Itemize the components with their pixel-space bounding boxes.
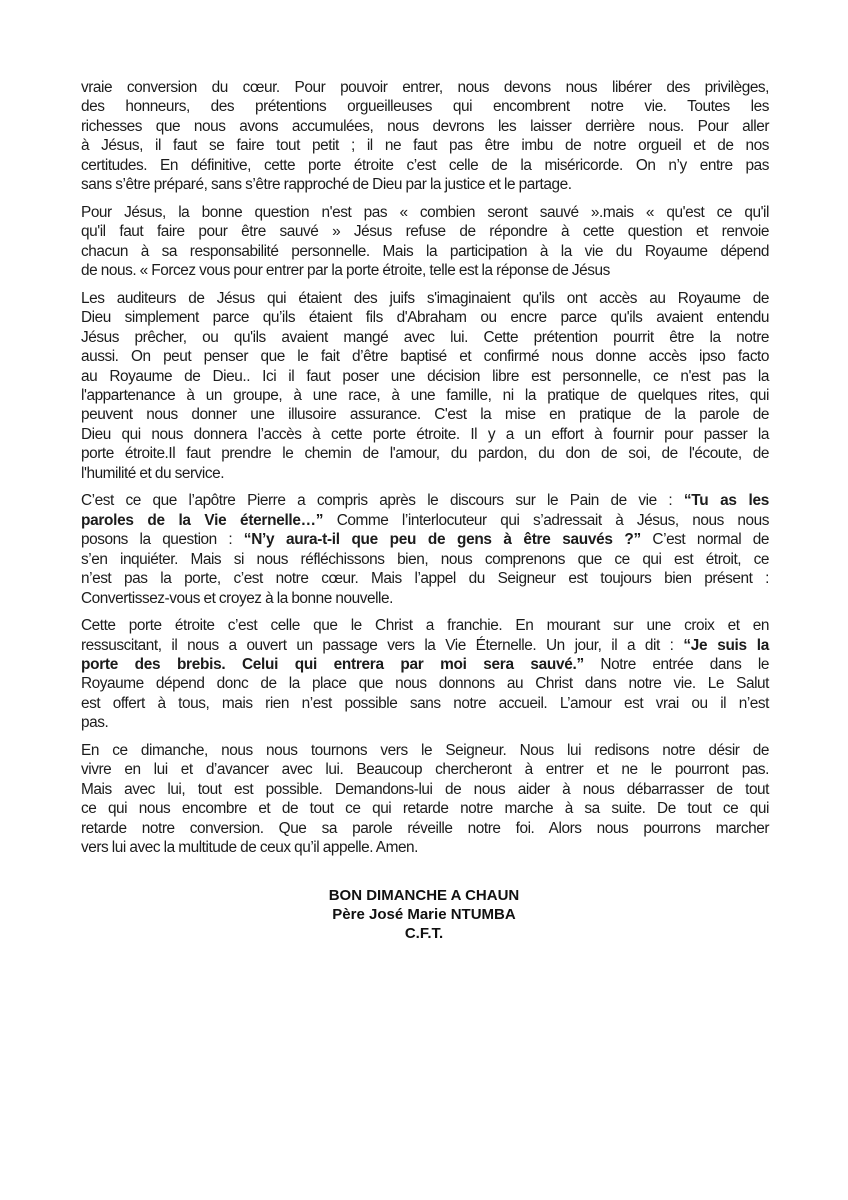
text-segment: Jésus prêcher, ou qu'ils avaient mangé avec lui. Cette prétention pourrit être la notre	[81, 328, 769, 346]
text-segment: Les auditeurs de Jésus qui étaient des juifs s'imaginaient qu'ils ont accès au Royaume de	[81, 289, 769, 307]
text-segment: porte étroite.Il faut prendre le chemin de l'amour, du pardon, du don de soi, de l'écoute, de	[81, 445, 769, 463]
closing-greeting: BON DIMANCHE A CHAUN	[328, 887, 520, 904]
text-line	[81, 530, 769, 549]
author-organization: C.F.T.	[404, 925, 444, 942]
text-line	[81, 799, 769, 818]
text-segment: l'humilité et du service.	[81, 464, 225, 482]
text-line	[81, 713, 769, 732]
text-line	[81, 636, 769, 655]
text-line	[81, 405, 769, 424]
text-segment: Notre entrée dans le	[583, 656, 769, 673]
text-line	[81, 347, 769, 366]
text-segment: chacun à sa responsabilité personnelle. Mais la participation à la vie du Royaume dépend	[81, 242, 769, 260]
text-segment: Convertissez-vous et croyez à la bonne nouvelle.	[81, 589, 393, 607]
text-segment: ce qui nous encombre et de tout ce qui retarde notre marche à sa suite. De tout ce qui	[81, 800, 769, 818]
text-segment: vers lui avec la multitude de ceux qu’il appelle. Amen.	[81, 839, 418, 857]
paragraph	[81, 616, 769, 733]
text-segment: des honneurs, des prétentions orgueilleuses qui encombrent notre vie. Toutes les	[81, 98, 769, 116]
text-line	[81, 261, 769, 280]
text-line	[81, 838, 769, 857]
text-segment: l'appartenance à un groupe, à une race, à une famille, ni la pratique de quelques rites, qui	[81, 386, 769, 404]
bold-quote: porte des brebis. Celui qui entrera par moi sera sauvé.”	[81, 656, 584, 673]
paragraph	[81, 203, 769, 281]
text-line	[81, 694, 769, 713]
paragraph	[81, 78, 769, 195]
text-segment: Pour Jésus, la bonne question n'est pas « combien seront sauvé ».mais « qu'est ce qu'il	[81, 203, 769, 221]
text-segment: Cette porte étroite c’est celle que le Christ a franchie. En mourant sur une croix et en	[81, 617, 769, 635]
paragraph	[81, 491, 769, 608]
text-segment: peuvent nous donner une illusoire assurance. C'est la mise en pratique de la parole de	[81, 406, 769, 424]
text-segment: Dieu qui nous donnera l’accès à cette porte étroite. Il y a un effort à fournir pour passer la	[81, 425, 769, 443]
text-line	[81, 780, 769, 799]
text-line	[81, 425, 769, 444]
text-segment: retarde notre conversion. Que sa parole réveille notre foi. Alors nous pourrons marcher	[81, 819, 769, 837]
text-segment: sans s’être préparé, sans s’être rapproché de Dieu par la justice et le partage.	[81, 176, 572, 194]
text-line	[81, 117, 769, 136]
bold-quote: “Je suis la	[683, 636, 769, 654]
text-segment: aussi. On peut penser que le fait d’être baptisé et confirmé nous donne accès ipso facto	[81, 348, 769, 366]
paragraph	[81, 289, 769, 483]
text-line	[81, 328, 769, 347]
bold-quote: paroles de la Vie éternelle…”	[81, 511, 324, 529]
text-line	[81, 616, 769, 635]
text-segment: ressuscitant, il nous a ouvert un passage vers la Vie Éternelle. Un jour, il a dit :	[81, 636, 684, 654]
text-segment: C’est normal de	[640, 531, 769, 549]
text-line	[81, 569, 769, 588]
text-line	[81, 674, 769, 693]
paragraph	[81, 741, 769, 858]
text-line	[81, 222, 769, 241]
text-line	[81, 156, 769, 175]
text-line	[81, 308, 769, 327]
text-line	[81, 464, 769, 483]
text-segment: est offert à tous, mais rien n’est possible sans notre accueil. L’amour est vrai ou il n’est	[81, 694, 769, 712]
text-line	[81, 655, 769, 674]
text-line	[81, 242, 769, 261]
text-segment: pas.	[81, 714, 109, 732]
text-line	[81, 136, 769, 155]
text-segment: à Jésus, il faut se faire tout petit ; il ne faut pas être imbu de notre orgueil et de nos	[81, 137, 769, 155]
text-segment: s’en inquiéter. Mais si nous réfléchissons bien, nous comprenons que ce qui est étroit, ce	[81, 550, 769, 568]
text-line	[81, 97, 769, 116]
text-segment: de nous. « Forcez vous pour entrer par la porte étroite, telle est la réponse de Jésus	[81, 262, 610, 280]
text-line	[81, 78, 769, 97]
text-line	[81, 289, 769, 308]
text-line	[81, 491, 769, 510]
text-segment: Royaume dépend donc de la place que nous donnons au Christ dans notre vie. Le Salut	[81, 675, 769, 693]
text-segment: posons la question :	[81, 531, 244, 549]
text-line	[81, 819, 769, 838]
text-line	[81, 511, 769, 530]
bold-quote: “N’y aura-t-il que peu de gens à être sauvés ?”	[243, 531, 641, 549]
text-line	[81, 203, 769, 222]
text-line	[81, 367, 769, 386]
text-line	[81, 589, 769, 608]
text-line	[81, 444, 769, 463]
text-segment: Comme l’interlocuteur qui s’adressait à Jésus, nous nous	[323, 511, 769, 529]
text-segment: n’est pas la porte, c’est notre cœur. Mais l’appel du Seigneur est toujours bien présent :	[81, 570, 769, 588]
document-body	[81, 78, 769, 866]
text-segment: Mais avec lui, tout est possible. Demandons-lui de nous aider à nous débarrasser de tout	[81, 780, 769, 798]
text-segment: richesses que nous avons accumulées, nous devrons les laisser derrière nous. Pour aller	[81, 117, 769, 135]
text-line	[81, 175, 769, 194]
signature-block	[0, 886, 848, 943]
text-segment: au Royaume de Dieu.. Ici il faut poser une décision libre est personnelle, ce n'est pas la	[81, 367, 769, 385]
text-segment: qu'il faut faire pour être sauvé » Jésus refuse de répondre à cette question et renvoie	[81, 223, 769, 241]
text-segment: En ce dimanche, nous nous tournons vers le Seigneur. Nous lui redisons notre désir de	[81, 741, 769, 759]
text-segment: vivre en lui et d’avancer avec lui. Beaucoup chercheront à entrer et ne le pourront pas.	[81, 761, 769, 779]
text-segment: vraie conversion du cœur. Pour pouvoir entrer, nous devons nous libérer des privilèges,	[81, 79, 769, 96]
text-segment: certitudes. En définitive, cette porte étroite c’est celle de la miséricorde. On n’y entre pas	[81, 156, 769, 174]
bold-quote: “Tu as les	[683, 492, 769, 510]
author-name: Père José Marie NTUMBA	[332, 906, 516, 923]
text-line	[81, 760, 769, 779]
text-line	[81, 386, 769, 405]
text-segment: C’est ce que l’apôtre Pierre a compris après le discours sur le Pain de vie :	[81, 492, 684, 510]
text-segment: Dieu simplement parce qu’ils étaient fils d'Abraham ou encre parce qu'ils avaient entendu	[81, 309, 769, 327]
text-line	[81, 741, 769, 760]
text-line	[81, 550, 769, 569]
